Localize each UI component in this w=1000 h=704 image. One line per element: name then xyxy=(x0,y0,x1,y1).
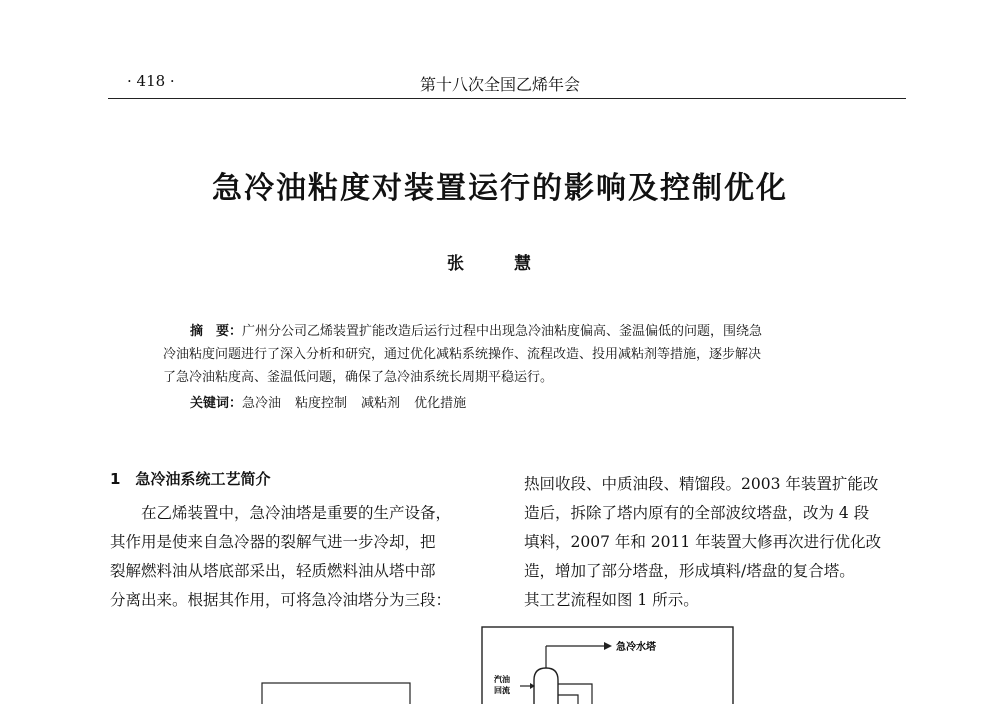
body-line: 裂解燃料油从塔底部采出，轻质燃料油从塔中部 xyxy=(110,562,436,580)
keyword: 急冷油 xyxy=(242,396,282,411)
figure-frame xyxy=(482,627,733,704)
author-name: 张 慧 xyxy=(447,254,553,274)
tower-vessel xyxy=(534,668,558,704)
arrow-right-icon xyxy=(604,642,612,650)
body-line: 造后，拆除了塔内原有的全部波纹塔盘，改为 4 段 xyxy=(524,504,870,522)
body-line: 填料，2007 年和 2011 年装置大修再次进行优化改 xyxy=(524,533,882,551)
page-number: · 418 · xyxy=(127,72,175,90)
flow-line xyxy=(558,684,592,704)
section-heading: 1 急冷油系统工艺简介 xyxy=(110,470,271,488)
body-line: 其工艺流程如图 1 所示。 xyxy=(524,591,699,609)
abstract-label: 摘 要： xyxy=(190,324,243,339)
abstract-line-3: 了急冷油粘度高、釜温低问题，确保了急冷油系统长周期平稳运行。 xyxy=(163,370,554,385)
body-line: 热回收段、中质油段、精馏段。2003 年装置扩能改 xyxy=(524,475,879,493)
figure-label-side: 回流 xyxy=(494,686,510,695)
paper-title: 急冷油粘度对装置运行的影响及控制优化 xyxy=(212,171,788,206)
keywords-label: 关键词： xyxy=(190,396,243,411)
figure-box xyxy=(262,683,410,704)
body-line: 分离出来。根据其作用，可将急冷油塔分为三段： xyxy=(110,591,452,609)
keyword: 减粘剂 xyxy=(361,396,401,411)
body-line: 其作用是使来自急冷器的裂解气进一步冷却，把 xyxy=(110,533,436,551)
keyword: 优化措施 xyxy=(414,396,467,411)
keyword: 粘度控制 xyxy=(295,396,348,411)
flow-line xyxy=(558,695,578,704)
abstract-text: 广州分公司乙烯装置扩能改造后运行过程中出现急冷油粘度偏高、釜温偏低的问题，围绕急 xyxy=(242,324,763,339)
body-line: 造，增加了部分塔盘，形成填料/塔盘的复合塔。 xyxy=(524,562,855,580)
figure-label-top: 急冷水塔 xyxy=(616,642,656,653)
body-line: 在乙烯装置中，急冷油塔是重要的生产设备， xyxy=(141,504,452,522)
figure-label-side: 汽油 xyxy=(494,675,510,684)
abstract-line-2: 冷油粘度问题进行了深入分析和研究，通过优化减粘系统操作、流程改造、投用减粘剂等措施，逐步解决 xyxy=(163,347,762,362)
running-header: 第十八次全国乙烯年会 xyxy=(419,75,580,94)
